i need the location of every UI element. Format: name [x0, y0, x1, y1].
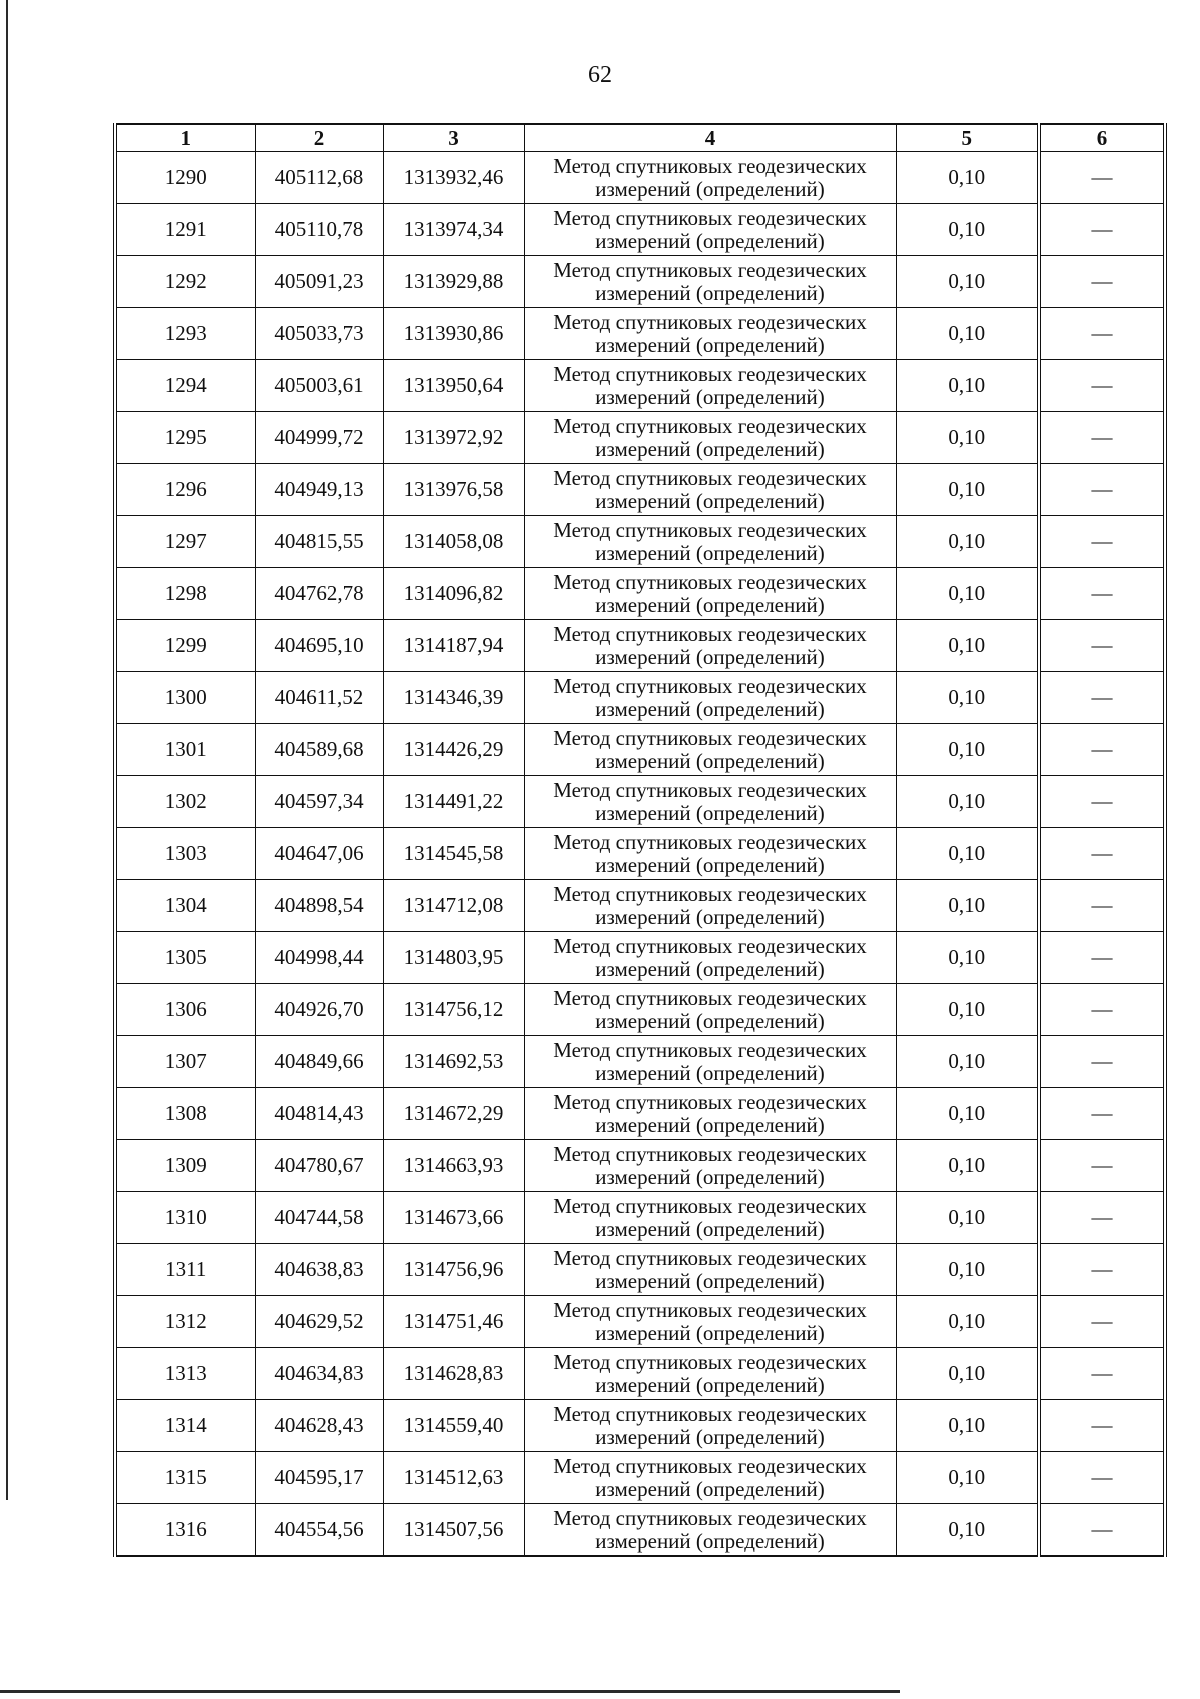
method-line-2: измерений (определений)	[595, 332, 825, 357]
method-cell	[524, 1452, 896, 1504]
accuracy-cell: 0,10	[896, 360, 1039, 412]
point-number-cell: 1315	[115, 1452, 255, 1504]
method-line-2: измерений (определений)	[595, 1320, 825, 1345]
accuracy-cell: 0,10	[896, 308, 1039, 360]
accuracy-cell: 0,10	[896, 1400, 1039, 1452]
y-coordinate-cell: 1313976,58	[383, 464, 524, 516]
y-coordinate-cell: 1314756,96	[383, 1244, 524, 1296]
x-coordinate-cell: 404999,72	[255, 412, 383, 464]
method-cell	[524, 308, 896, 360]
method-cell	[524, 1400, 896, 1452]
x-coordinate-cell: 405110,78	[255, 204, 383, 256]
y-coordinate-cell: 1314663,93	[383, 1140, 524, 1192]
table-row	[115, 984, 1165, 1036]
method-line-2: измерений (определений)	[595, 176, 825, 201]
point-number-cell: 1304	[115, 880, 255, 932]
table-row	[115, 1504, 1165, 1557]
note-cell: —	[1039, 984, 1165, 1036]
table-row	[115, 1348, 1165, 1400]
y-coordinate-cell: 1314187,94	[383, 620, 524, 672]
x-coordinate-cell: 404849,66	[255, 1036, 383, 1088]
y-coordinate-cell: 1314507,56	[383, 1504, 524, 1557]
method-line-1: Метод спутниковых геодезических	[553, 985, 867, 1010]
point-number-cell: 1310	[115, 1192, 255, 1244]
table-row	[115, 1244, 1165, 1296]
x-coordinate-cell: 404695,10	[255, 620, 383, 672]
method-line-2: измерений (определений)	[595, 904, 825, 929]
table-row	[115, 204, 1165, 256]
note-cell: —	[1039, 620, 1165, 672]
method-line-2: измерений (определений)	[595, 800, 825, 825]
method-cell	[524, 204, 896, 256]
x-coordinate-cell: 404634,83	[255, 1348, 383, 1400]
y-coordinate-cell: 1313974,34	[383, 204, 524, 256]
accuracy-cell: 0,10	[896, 152, 1039, 204]
method-line-1: Метод спутниковых геодезических	[553, 153, 867, 178]
note-cell: —	[1039, 256, 1165, 308]
accuracy-cell: 0,10	[896, 1348, 1039, 1400]
accuracy-cell: 0,10	[896, 464, 1039, 516]
method-line-2: измерений (определений)	[595, 1476, 825, 1501]
note-cell: —	[1039, 1348, 1165, 1400]
point-number-cell: 1308	[115, 1088, 255, 1140]
note-cell: —	[1039, 308, 1165, 360]
method-line-2: измерений (определений)	[595, 852, 825, 877]
accuracy-cell: 0,10	[896, 620, 1039, 672]
table-row	[115, 1036, 1165, 1088]
method-line-1: Метод спутниковых геодезических	[553, 569, 867, 594]
y-coordinate-cell: 1314491,22	[383, 776, 524, 828]
method-line-1: Метод спутниковых геодезических	[553, 777, 867, 802]
point-number-cell: 1294	[115, 360, 255, 412]
y-coordinate-cell: 1314692,53	[383, 1036, 524, 1088]
y-coordinate-cell: 1314545,58	[383, 828, 524, 880]
point-number-cell: 1293	[115, 308, 255, 360]
point-number-cell: 1295	[115, 412, 255, 464]
note-cell: —	[1039, 672, 1165, 724]
method-line-2: измерений (определений)	[595, 1060, 825, 1085]
table-row	[115, 880, 1165, 932]
x-coordinate-cell: 404815,55	[255, 516, 383, 568]
y-coordinate-cell: 1314751,46	[383, 1296, 524, 1348]
method-line-1: Метод спутниковых геодезических	[553, 1037, 867, 1062]
method-cell	[524, 568, 896, 620]
table-row	[115, 152, 1165, 204]
x-coordinate-cell: 404949,13	[255, 464, 383, 516]
note-cell: —	[1039, 1036, 1165, 1088]
note-cell: —	[1039, 1192, 1165, 1244]
accuracy-cell: 0,10	[896, 568, 1039, 620]
note-cell: —	[1039, 412, 1165, 464]
method-line-1: Метод спутниковых геодезических	[553, 465, 867, 490]
accuracy-cell: 0,10	[896, 776, 1039, 828]
table-row	[115, 776, 1165, 828]
method-line-2: измерений (определений)	[595, 540, 825, 565]
x-coordinate-cell: 404629,52	[255, 1296, 383, 1348]
header-col-1: 1	[115, 124, 255, 152]
method-line-2: измерений (определений)	[595, 384, 825, 409]
table-row	[115, 464, 1165, 516]
x-coordinate-cell: 405112,68	[255, 152, 383, 204]
method-line-2: измерений (определений)	[595, 228, 825, 253]
table-row	[115, 568, 1165, 620]
y-coordinate-cell: 1314559,40	[383, 1400, 524, 1452]
method-cell	[524, 1244, 896, 1296]
method-line-2: измерений (определений)	[595, 1424, 825, 1449]
method-line-2: измерений (определений)	[595, 280, 825, 305]
method-line-2: измерений (определений)	[595, 1268, 825, 1293]
x-coordinate-cell: 404814,43	[255, 1088, 383, 1140]
table-row	[115, 412, 1165, 464]
x-coordinate-cell: 405033,73	[255, 308, 383, 360]
table-row	[115, 1088, 1165, 1140]
table-row	[115, 516, 1165, 568]
method-line-1: Метод спутниковых геодезических	[553, 933, 867, 958]
method-cell	[524, 1088, 896, 1140]
y-coordinate-cell: 1314628,83	[383, 1348, 524, 1400]
note-cell: —	[1039, 152, 1165, 204]
point-number-cell: 1314	[115, 1400, 255, 1452]
x-coordinate-cell: 404780,67	[255, 1140, 383, 1192]
point-number-cell: 1297	[115, 516, 255, 568]
table-row	[115, 724, 1165, 776]
point-number-cell: 1305	[115, 932, 255, 984]
note-cell: —	[1039, 776, 1165, 828]
method-line-1: Метод спутниковых геодезических	[553, 413, 867, 438]
accuracy-cell: 0,10	[896, 1088, 1039, 1140]
note-cell: —	[1039, 932, 1165, 984]
scan-edge-left	[6, 0, 8, 1500]
method-cell	[524, 828, 896, 880]
method-line-2: измерений (определений)	[595, 1372, 825, 1397]
header-col-5: 5	[896, 124, 1039, 152]
point-number-cell: 1301	[115, 724, 255, 776]
method-line-1: Метод спутниковых геодезических	[553, 881, 867, 906]
point-number-cell: 1300	[115, 672, 255, 724]
accuracy-cell: 0,10	[896, 828, 1039, 880]
method-cell	[524, 1348, 896, 1400]
x-coordinate-cell: 404638,83	[255, 1244, 383, 1296]
note-cell: —	[1039, 1452, 1165, 1504]
y-coordinate-cell: 1314346,39	[383, 672, 524, 724]
table-row	[115, 360, 1165, 412]
point-number-cell: 1291	[115, 204, 255, 256]
x-coordinate-cell: 404744,58	[255, 1192, 383, 1244]
accuracy-cell: 0,10	[896, 1036, 1039, 1088]
table-row	[115, 932, 1165, 984]
method-line-1: Метод спутниковых геодезических	[553, 621, 867, 646]
y-coordinate-cell: 1314426,29	[383, 724, 524, 776]
note-cell: —	[1039, 1504, 1165, 1557]
method-cell	[524, 724, 896, 776]
point-number-cell: 1303	[115, 828, 255, 880]
point-number-cell: 1296	[115, 464, 255, 516]
coordinates-table	[113, 123, 1167, 1557]
method-cell	[524, 984, 896, 1036]
x-coordinate-cell: 404611,52	[255, 672, 383, 724]
method-cell	[524, 880, 896, 932]
method-cell	[524, 620, 896, 672]
page-number: 62	[588, 62, 612, 88]
accuracy-cell: 0,10	[896, 672, 1039, 724]
method-cell	[524, 412, 896, 464]
accuracy-cell: 0,10	[896, 932, 1039, 984]
method-cell	[524, 776, 896, 828]
method-line-1: Метод спутниковых геодезических	[553, 1141, 867, 1166]
method-line-1: Метод спутниковых геодезических	[553, 725, 867, 750]
method-line-2: измерений (определений)	[595, 1528, 825, 1553]
scan-edge-bottom	[0, 1690, 900, 1693]
point-number-cell: 1309	[115, 1140, 255, 1192]
method-cell	[524, 1192, 896, 1244]
y-coordinate-cell: 1314756,12	[383, 984, 524, 1036]
accuracy-cell: 0,10	[896, 1296, 1039, 1348]
point-number-cell: 1299	[115, 620, 255, 672]
note-cell: —	[1039, 204, 1165, 256]
accuracy-cell: 0,10	[896, 1192, 1039, 1244]
point-number-cell: 1313	[115, 1348, 255, 1400]
accuracy-cell: 0,10	[896, 1244, 1039, 1296]
method-line-2: измерений (определений)	[595, 1112, 825, 1137]
point-number-cell: 1298	[115, 568, 255, 620]
method-line-2: измерений (определений)	[595, 1164, 825, 1189]
table-row	[115, 1192, 1165, 1244]
point-number-cell: 1306	[115, 984, 255, 1036]
y-coordinate-cell: 1313950,64	[383, 360, 524, 412]
accuracy-cell: 0,10	[896, 880, 1039, 932]
note-cell: —	[1039, 828, 1165, 880]
note-cell: —	[1039, 464, 1165, 516]
method-cell	[524, 152, 896, 204]
y-coordinate-cell: 1314712,08	[383, 880, 524, 932]
x-coordinate-cell: 404998,44	[255, 932, 383, 984]
method-line-2: измерений (определений)	[595, 592, 825, 617]
table-row	[115, 308, 1165, 360]
note-cell: —	[1039, 1088, 1165, 1140]
method-line-2: измерений (определений)	[595, 956, 825, 981]
method-line-2: измерений (определений)	[595, 696, 825, 721]
table-row	[115, 1452, 1165, 1504]
note-cell: —	[1039, 1140, 1165, 1192]
x-coordinate-cell: 404647,06	[255, 828, 383, 880]
table-row	[115, 1140, 1165, 1192]
method-line-1: Метод спутниковых геодезических	[553, 829, 867, 854]
method-cell	[524, 672, 896, 724]
header-col-6: 6	[1039, 124, 1165, 152]
method-cell	[524, 516, 896, 568]
method-cell	[524, 360, 896, 412]
x-coordinate-cell: 405003,61	[255, 360, 383, 412]
table-row	[115, 620, 1165, 672]
point-number-cell: 1312	[115, 1296, 255, 1348]
method-line-1: Метод спутниковых геодезических	[553, 361, 867, 386]
method-line-2: измерений (определений)	[595, 1216, 825, 1241]
y-coordinate-cell: 1313932,46	[383, 152, 524, 204]
header-col-3: 3	[383, 124, 524, 152]
y-coordinate-cell: 1314803,95	[383, 932, 524, 984]
method-line-2: измерений (определений)	[595, 644, 825, 669]
method-cell	[524, 1296, 896, 1348]
x-coordinate-cell: 404597,34	[255, 776, 383, 828]
method-line-2: измерений (определений)	[595, 436, 825, 461]
table-row	[115, 828, 1165, 880]
x-coordinate-cell: 404589,68	[255, 724, 383, 776]
method-cell	[524, 1036, 896, 1088]
y-coordinate-cell: 1313972,92	[383, 412, 524, 464]
point-number-cell: 1307	[115, 1036, 255, 1088]
x-coordinate-cell: 404926,70	[255, 984, 383, 1036]
note-cell: —	[1039, 360, 1165, 412]
method-line-1: Метод спутниковых геодезических	[553, 1089, 867, 1114]
method-line-1: Метод спутниковых геодезических	[553, 205, 867, 230]
y-coordinate-cell: 1314096,82	[383, 568, 524, 620]
accuracy-cell: 0,10	[896, 1504, 1039, 1557]
method-line-2: измерений (определений)	[595, 748, 825, 773]
x-coordinate-cell: 405091,23	[255, 256, 383, 308]
method-line-1: Метод спутниковых геодезических	[553, 1245, 867, 1270]
note-cell: —	[1039, 568, 1165, 620]
table-row	[115, 1400, 1165, 1452]
accuracy-cell: 0,10	[896, 516, 1039, 568]
note-cell: —	[1039, 1244, 1165, 1296]
accuracy-cell: 0,10	[896, 984, 1039, 1036]
y-coordinate-cell: 1314512,63	[383, 1452, 524, 1504]
method-line-2: измерений (определений)	[595, 488, 825, 513]
method-line-2: измерений (определений)	[595, 1008, 825, 1033]
note-cell: —	[1039, 516, 1165, 568]
table-row	[115, 1296, 1165, 1348]
y-coordinate-cell: 1313930,86	[383, 308, 524, 360]
header-col-2: 2	[255, 124, 383, 152]
method-line-1: Метод спутниковых геодезических	[553, 673, 867, 698]
y-coordinate-cell: 1314673,66	[383, 1192, 524, 1244]
method-line-1: Метод спутниковых геодезических	[553, 309, 867, 334]
method-cell	[524, 1140, 896, 1192]
y-coordinate-cell: 1314672,29	[383, 1088, 524, 1140]
point-number-cell: 1292	[115, 256, 255, 308]
method-line-1: Метод спутниковых геодезических	[553, 1505, 867, 1530]
note-cell: —	[1039, 1296, 1165, 1348]
note-cell: —	[1039, 880, 1165, 932]
header-row	[115, 124, 1165, 152]
x-coordinate-cell: 404595,17	[255, 1452, 383, 1504]
point-number-cell: 1290	[115, 152, 255, 204]
method-line-1: Метод спутниковых геодезических	[553, 1453, 867, 1478]
x-coordinate-cell: 404898,54	[255, 880, 383, 932]
table-row	[115, 256, 1165, 308]
x-coordinate-cell: 404628,43	[255, 1400, 383, 1452]
method-line-1: Метод спутниковых геодезических	[553, 1349, 867, 1374]
method-cell	[524, 1504, 896, 1557]
accuracy-cell: 0,10	[896, 724, 1039, 776]
method-cell	[524, 256, 896, 308]
method-cell	[524, 932, 896, 984]
note-cell: —	[1039, 1400, 1165, 1452]
point-number-cell: 1302	[115, 776, 255, 828]
point-number-cell: 1316	[115, 1504, 255, 1557]
header-col-4: 4	[524, 124, 896, 152]
accuracy-cell: 0,10	[896, 412, 1039, 464]
accuracy-cell: 0,10	[896, 204, 1039, 256]
method-line-1: Метод спутниковых геодезических	[553, 1297, 867, 1322]
table-row	[115, 672, 1165, 724]
x-coordinate-cell: 404554,56	[255, 1504, 383, 1557]
table-body	[115, 152, 1165, 1557]
x-coordinate-cell: 404762,78	[255, 568, 383, 620]
accuracy-cell: 0,10	[896, 1140, 1039, 1192]
method-line-1: Метод спутниковых геодезических	[553, 257, 867, 282]
point-number-cell: 1311	[115, 1244, 255, 1296]
accuracy-cell: 0,10	[896, 256, 1039, 308]
y-coordinate-cell: 1313929,88	[383, 256, 524, 308]
accuracy-cell: 0,10	[896, 1452, 1039, 1504]
method-cell	[524, 464, 896, 516]
method-line-1: Метод спутниковых геодезических	[553, 1401, 867, 1426]
note-cell: —	[1039, 724, 1165, 776]
method-line-1: Метод спутниковых геодезических	[553, 1193, 867, 1218]
method-line-1: Метод спутниковых геодезических	[553, 517, 867, 542]
y-coordinate-cell: 1314058,08	[383, 516, 524, 568]
